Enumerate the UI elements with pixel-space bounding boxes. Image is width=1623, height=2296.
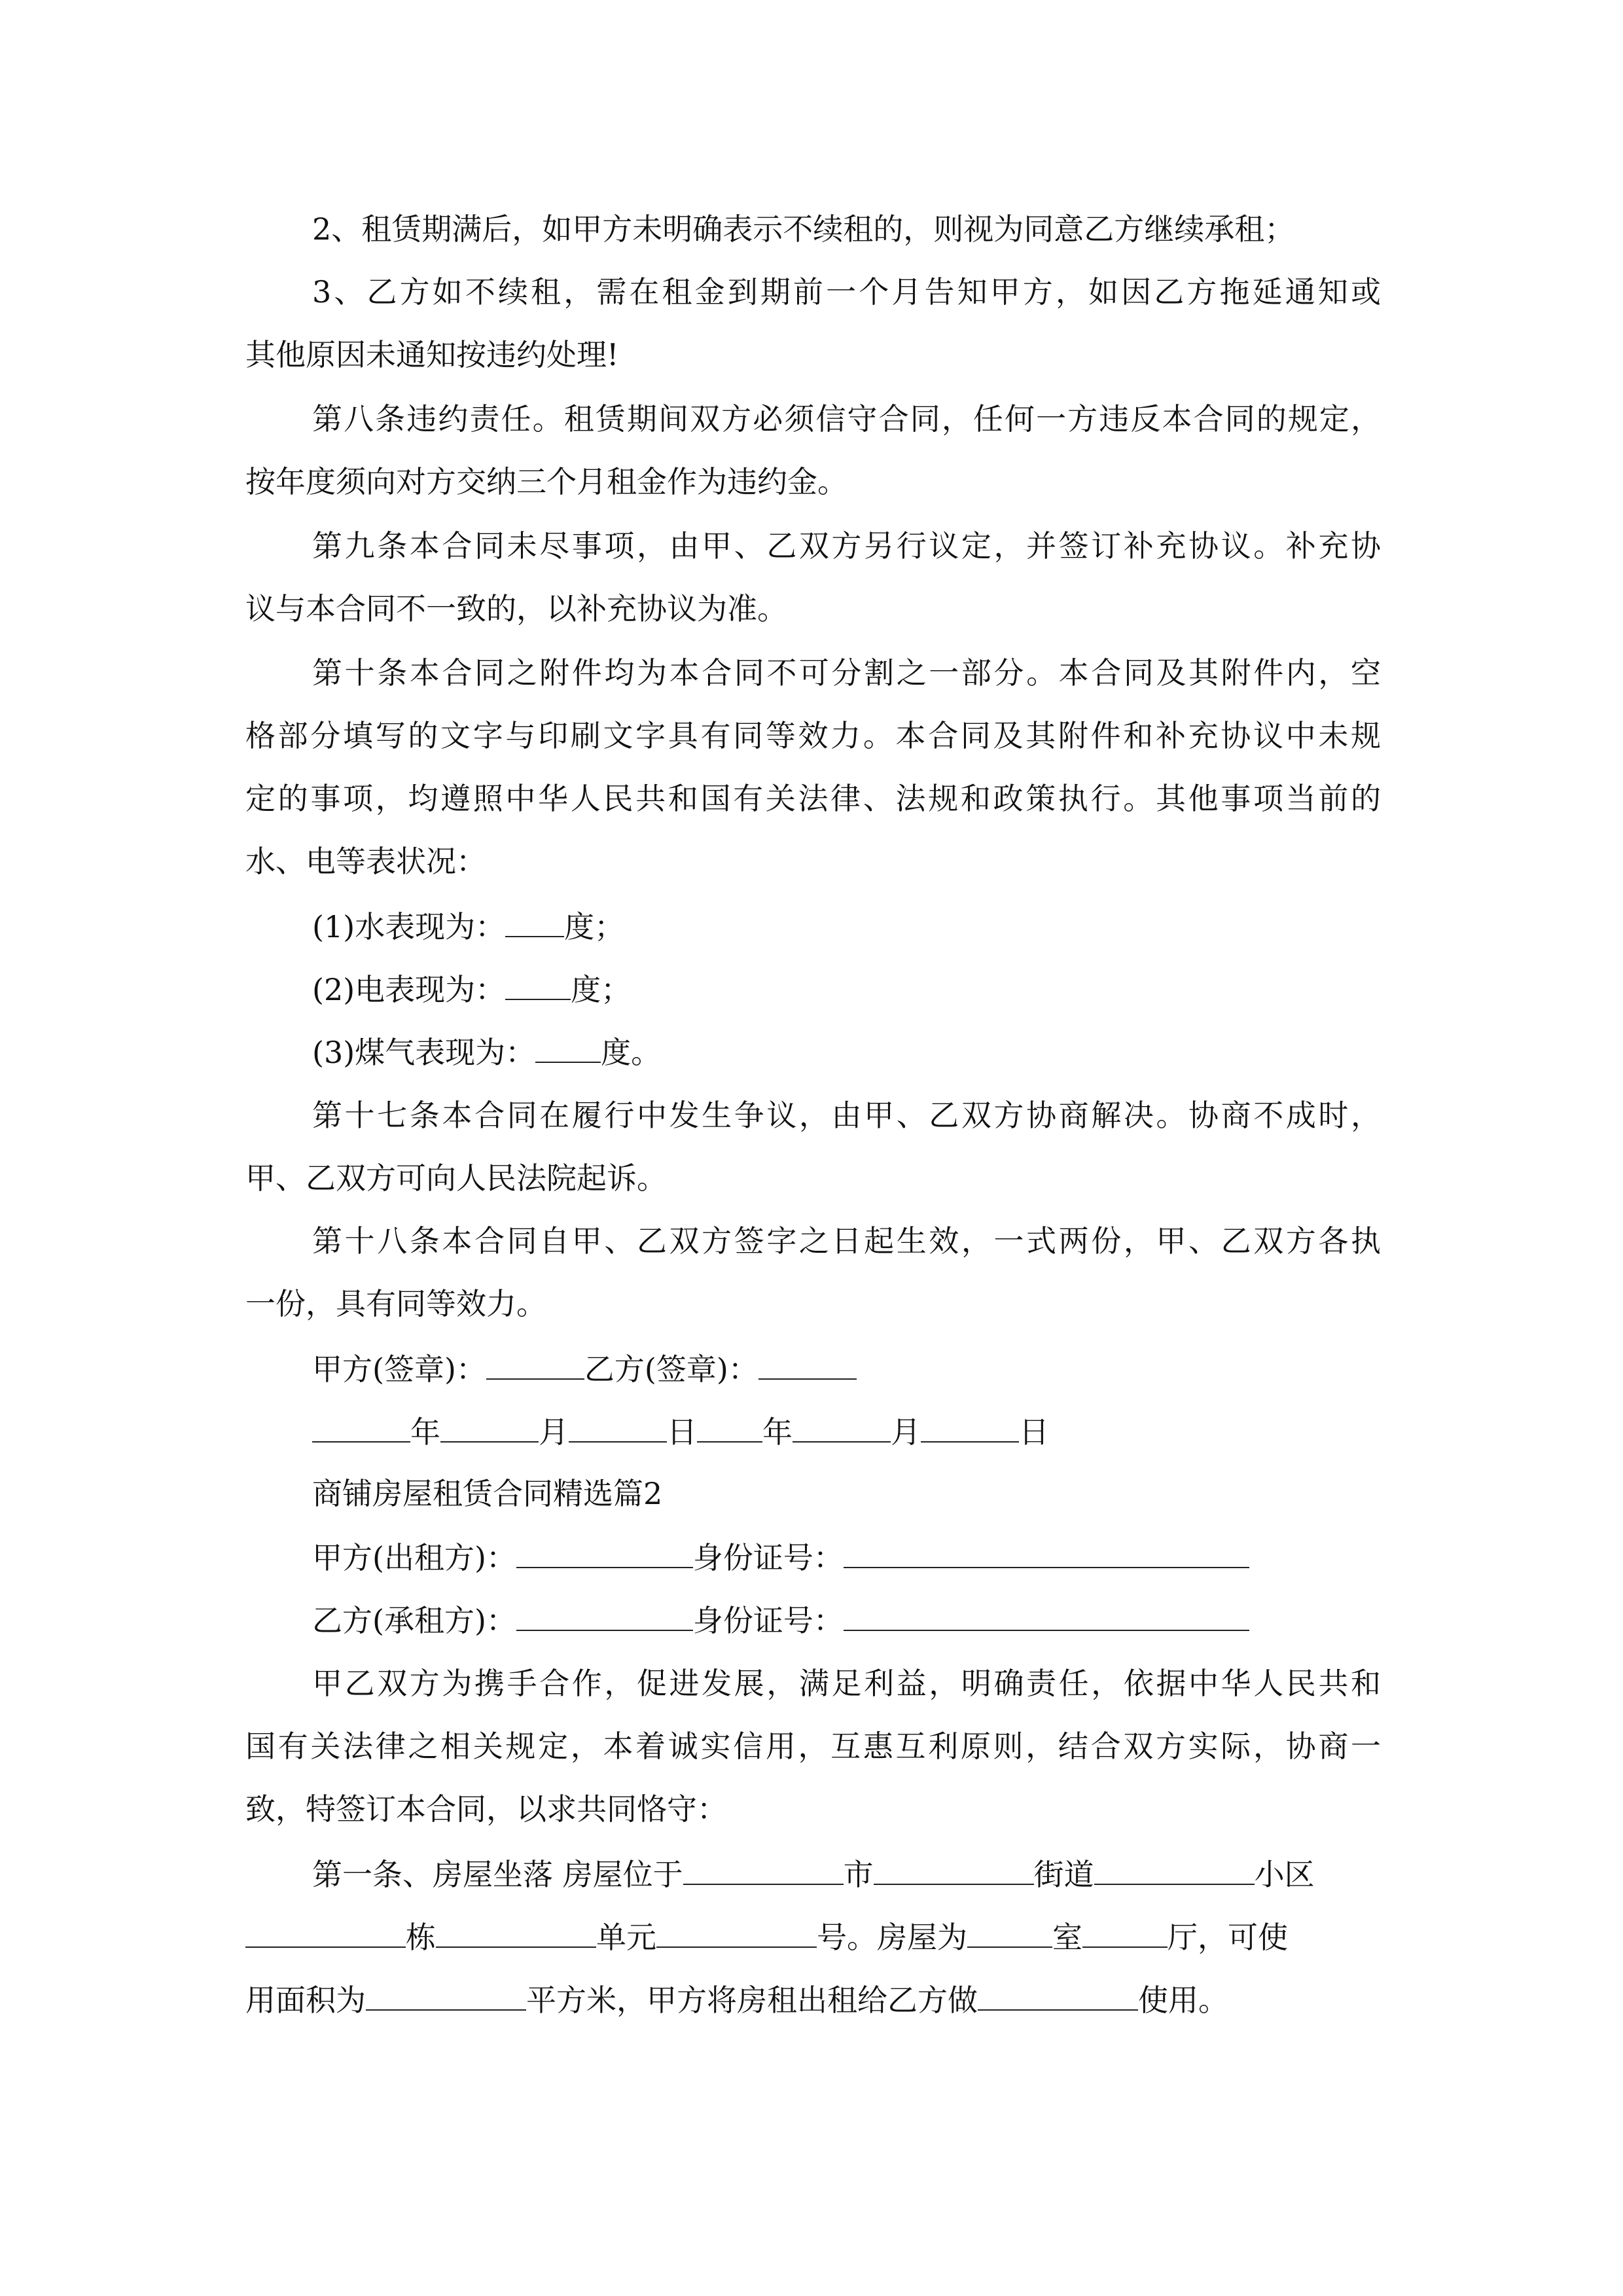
water-meter-label: (1)水表现为： [312, 909, 506, 944]
city-label: 市 [843, 1857, 874, 1892]
room-blank [967, 1916, 1052, 1948]
article-10-line3: 定的事项，均遵照中华人民共和国有关法律、法规和政策执行。其他事项当前的 [245, 781, 1381, 816]
party-a-sign-blank [486, 1348, 584, 1380]
clause-renewal-3-line1: 3、乙方如不续租，需在租金到期前一个月告知甲方，如因乙方拖延通知或 [312, 274, 1381, 310]
gas-meter-label: (3)煤气表现为： [312, 1035, 536, 1070]
building-label: 栋 [406, 1920, 436, 1955]
article-18-line2: 一份，具有同等效力。 [245, 1286, 546, 1321]
date-b-month-blank [793, 1411, 891, 1443]
date-b-year-label: 年 [762, 1414, 793, 1450]
lessee-row [312, 1600, 1381, 1640]
article-9-line2: 议与本合同不一致的，以补充协议为准。 [245, 591, 787, 626]
street-label: 街道 [1033, 1857, 1094, 1892]
lessor-row [312, 1537, 1381, 1577]
lessee-label: 乙方(承租方)： [312, 1603, 516, 1638]
article-10-line1: 第十条本合同之附件均为本合同不可分割之一部分。本合同及其附件内，空 [312, 655, 1381, 691]
article-1-line1 [312, 1854, 1381, 1894]
gas-meter-unit: 度。 [601, 1035, 662, 1070]
article-9-line1: 第九条本合同未尽事项，由甲、乙双方另行议定，并签订补充协议。补充协 [312, 528, 1381, 564]
hall-blank [1082, 1916, 1168, 1948]
date-a-day-label: 日 [667, 1414, 697, 1450]
number-blank [656, 1916, 817, 1948]
party-b-sign-label: 乙方(签章)： [584, 1352, 758, 1387]
building-blank [245, 1916, 406, 1948]
date-b-year-blank [697, 1411, 762, 1443]
article-10-line4: 水、电等表状况： [245, 844, 486, 879]
gas-meter-blank [535, 1031, 601, 1063]
signature-row [312, 1348, 1381, 1389]
city-blank [683, 1854, 844, 1885]
article-17-line1: 第十七条本合同在履行中发生争议，由甲、乙双方协商解决。协商不成时， [312, 1098, 1381, 1133]
use-suffix: 使用。 [1138, 1982, 1228, 2018]
date-a-year-blank [312, 1411, 410, 1443]
article-10-line2: 格部分填写的文字与印刷文字具有同等效力。本合同及其附件和补充协议中未规 [245, 718, 1381, 753]
electric-meter-label: (2)电表现为： [312, 972, 506, 1007]
preamble-line2: 国有关法律之相关规定，本着诚实信用，互惠互利原则，结合双方实际，协商一 [245, 1729, 1381, 1764]
article-1-line3 [245, 1979, 1381, 2020]
unit-label: 单元 [596, 1920, 656, 1955]
clause-renewal-3-line2: 其他原因未通知按违约处理! [245, 337, 619, 372]
section-title: 商铺房屋租赁合同精选篇2 [312, 1476, 663, 1511]
district-blank [1094, 1854, 1255, 1885]
hall-label: 厅，可使 [1168, 1920, 1288, 1955]
date-a-day-blank [569, 1411, 667, 1443]
room-label: 室 [1052, 1920, 1082, 1955]
date-a-month-label: 月 [539, 1414, 569, 1450]
date-row [312, 1411, 1381, 1452]
lessor-name-blank [516, 1537, 693, 1568]
article-1-prefix: 第一条、房屋坐落 房屋位于 [312, 1857, 683, 1892]
clause-renewal-2: 2、租赁期满后，如甲方未明确表示不续租的，则视为同意乙方继续承租； [312, 211, 1295, 247]
lessor-id-label: 身份证号： [692, 1540, 844, 1575]
water-meter-unit: 度； [564, 909, 625, 944]
article-18-line1: 第十八条本合同自甲、乙双方签字之日起生效，一式两份，甲、乙双方各执 [312, 1223, 1381, 1259]
lessor-label: 甲方(出租方)： [312, 1540, 516, 1575]
water-meter-row [312, 906, 1381, 946]
date-b-day-blank [921, 1411, 1019, 1443]
electric-meter-unit: 度； [571, 972, 632, 1007]
date-b-day-label: 日 [1019, 1414, 1049, 1450]
unit-blank [436, 1916, 596, 1948]
street-blank [874, 1854, 1034, 1885]
date-b-month-label: 月 [891, 1414, 921, 1450]
gas-meter-row [312, 1031, 1381, 1072]
article-8-line2: 按年度须向对方交纳三个月租金作为违约金。 [245, 464, 847, 499]
article-17-line2: 甲、乙双方可向人民法院起诉。 [245, 1160, 667, 1196]
area-unit-label: 平方米，甲方将房租出租给乙方做 [526, 1982, 978, 2018]
area-blank [366, 1979, 526, 2011]
article-8-line1: 第八条违约责任。租赁期间双方必须信守合同，任何一方违反本合同的规定， [312, 401, 1381, 437]
date-a-year-label: 年 [410, 1414, 440, 1450]
lessee-name-blank [516, 1600, 693, 1631]
area-prefix: 用面积为 [245, 1982, 366, 2018]
lessee-id-label: 身份证号： [692, 1603, 844, 1638]
date-a-month-blank [440, 1411, 539, 1443]
article-1-line2 [245, 1916, 1381, 1957]
party-b-sign-blank [758, 1348, 857, 1380]
electric-meter-row [312, 969, 1381, 1009]
electric-meter-blank [505, 969, 571, 1000]
use-blank [978, 1979, 1138, 2011]
lessee-id-blank [844, 1600, 1249, 1631]
preamble-line3: 致，特签订本合同，以求共同恪守： [245, 1791, 727, 1827]
district-label: 小区 [1254, 1857, 1315, 1892]
number-label: 号。房屋为 [817, 1920, 967, 1955]
lessor-id-blank [844, 1537, 1249, 1568]
party-a-sign-label: 甲方(签章)： [312, 1352, 486, 1387]
preamble-line1: 甲乙双方为携手合作，促进发展，满足利益，明确责任，依据中华人民共和 [312, 1666, 1381, 1701]
water-meter-blank [505, 906, 564, 937]
